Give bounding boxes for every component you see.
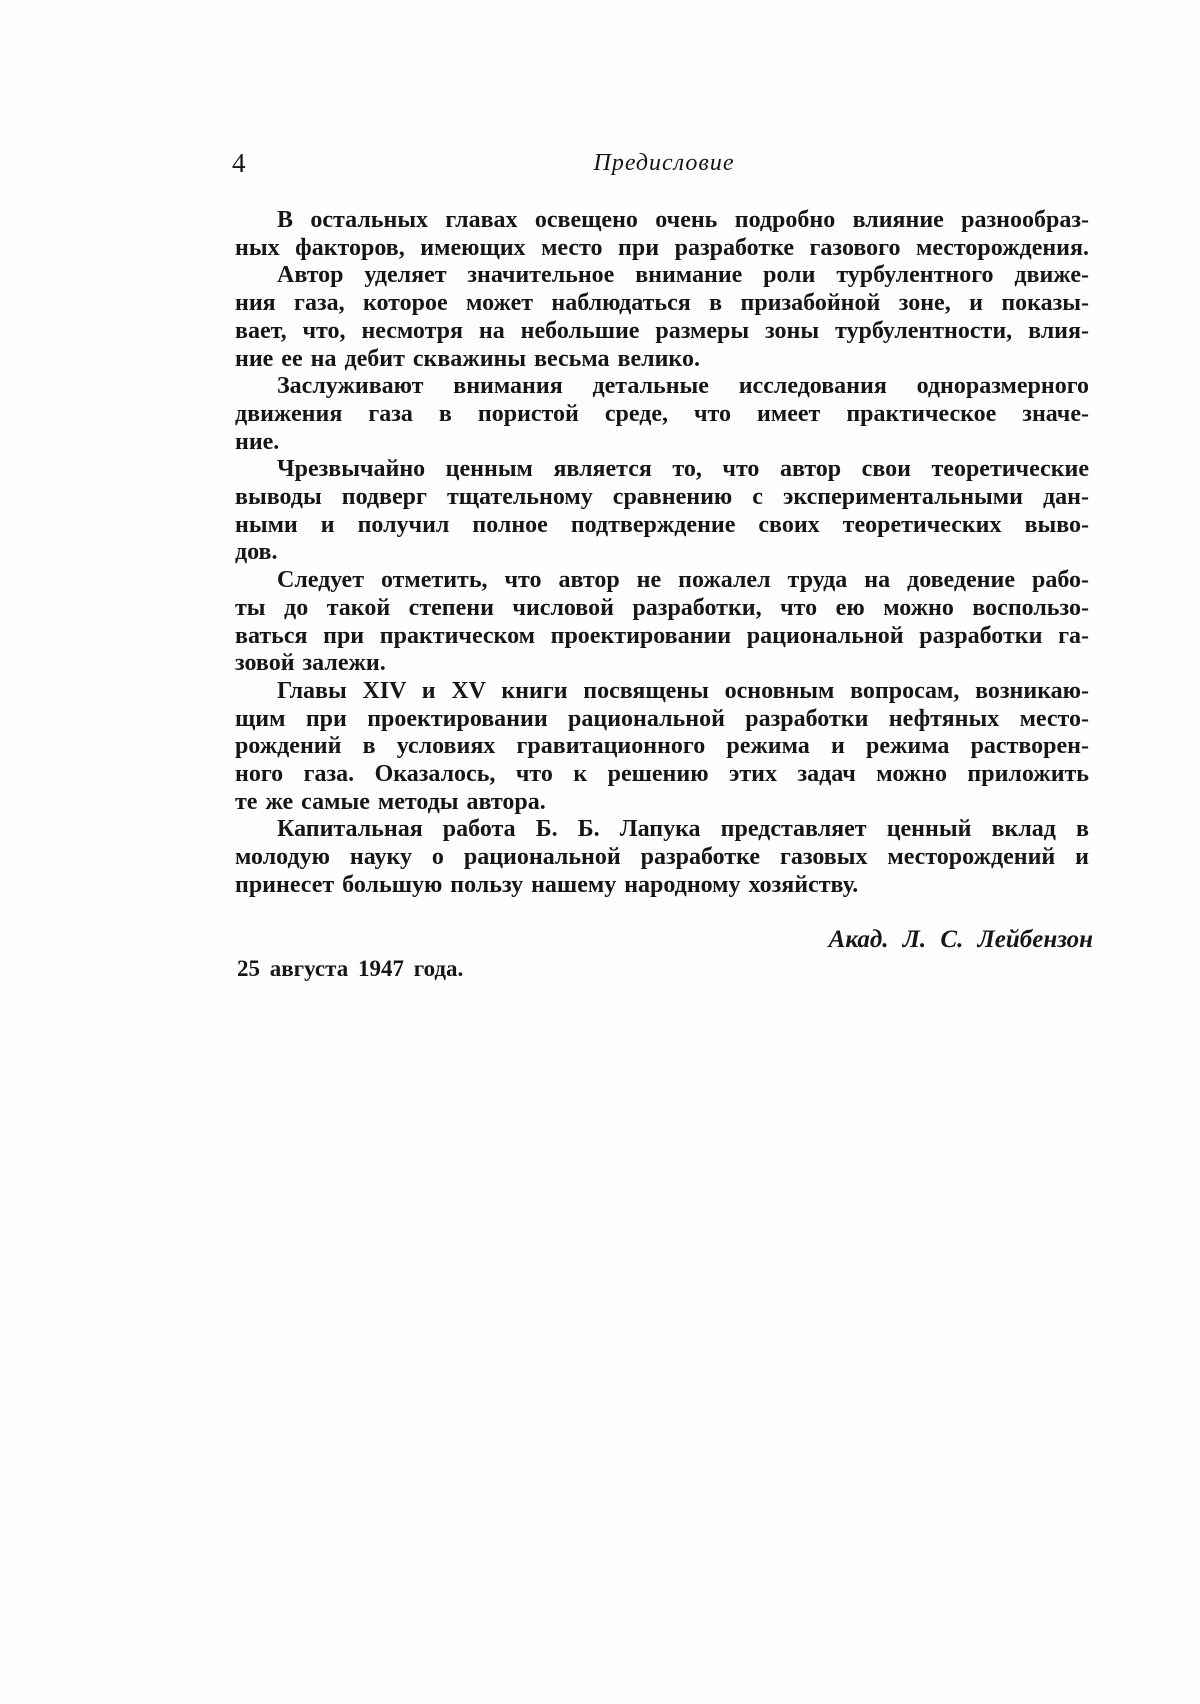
text-line: Капитальная работа Б. Б. Лапука представляет ценный вклад в	[277, 816, 1089, 843]
text-line: ние.	[235, 428, 280, 455]
paragraph	[235, 207, 1089, 262]
paragraph	[235, 816, 1089, 899]
text-line: ты до такой степени числовой разработки, что ею можно воспользо-	[235, 594, 1089, 621]
text-line: Чрезвычайно ценным является то, что автор свои теоретические	[277, 456, 1089, 483]
text-line: выводы подверг тщательному сравнению с экспериментальными дан-	[235, 484, 1089, 511]
paragraph	[235, 373, 1089, 456]
text-line: щим при проектировании рациональной разработки нефтяных место-	[235, 705, 1089, 732]
text-line: ных факторов, имеющих место при разработке газового месторождения.	[235, 234, 1089, 261]
text-line: зовой залежи.	[235, 650, 386, 677]
dateline: 25 августа 1947 года.	[237, 956, 464, 981]
paragraph	[235, 456, 1089, 567]
author-signature: Акад. Л. С. Лейбензон	[828, 926, 1093, 953]
text-line: ного газа. Оказалось, что к решению этих задач можно приложить	[235, 761, 1089, 788]
paragraph	[235, 567, 1089, 678]
paragraph	[235, 262, 1089, 373]
page-number: 4	[232, 148, 246, 178]
text-line: Автор уделяет значительное внимание роли турбулентного движе-	[277, 262, 1089, 289]
text-line: ваться при практическом проектировании рациональной разработки га-	[235, 622, 1089, 649]
text-line: Следует отметить, что автор не пожалел труда на доведение рабо-	[277, 567, 1089, 594]
text-line: принесет большую пользу нашему народному хозяйству.	[235, 871, 859, 898]
text-line: рождений в условиях гравитационного режима и режима растворен-	[235, 733, 1089, 760]
text-line: движения газа в пористой среде, что имеет практическое значе-	[235, 400, 1089, 427]
text-line: молодую науку о рациональной разработке газовых месторождений и	[235, 844, 1089, 871]
paragraph	[235, 678, 1089, 817]
text-line: ние ее на дебит скважины весьма велико.	[235, 345, 700, 372]
body-text	[235, 207, 1089, 900]
text-line: ными и получил полное подтверждение своих теоретических выво-	[235, 511, 1089, 538]
text-line: В остальных главах освещено очень подробно влияние разнообраз-	[277, 207, 1089, 233]
text-line: Заслуживают внимания детальные исследования одноразмерного	[277, 373, 1089, 400]
text-line: Главы XIV и XV книги посвящены основным вопросам, возникаю-	[277, 677, 1089, 704]
text-line: те же самые методы автора.	[235, 788, 546, 815]
running-head: Предисловие	[593, 150, 735, 176]
text-line: ния газа, которое может наблюдаться в призабойной зоне, и показы-	[235, 290, 1089, 317]
text-line: дов.	[235, 539, 278, 566]
text-line: вает, что, несмотря на небольшие размеры зоны турбулентности, влия-	[235, 317, 1089, 344]
